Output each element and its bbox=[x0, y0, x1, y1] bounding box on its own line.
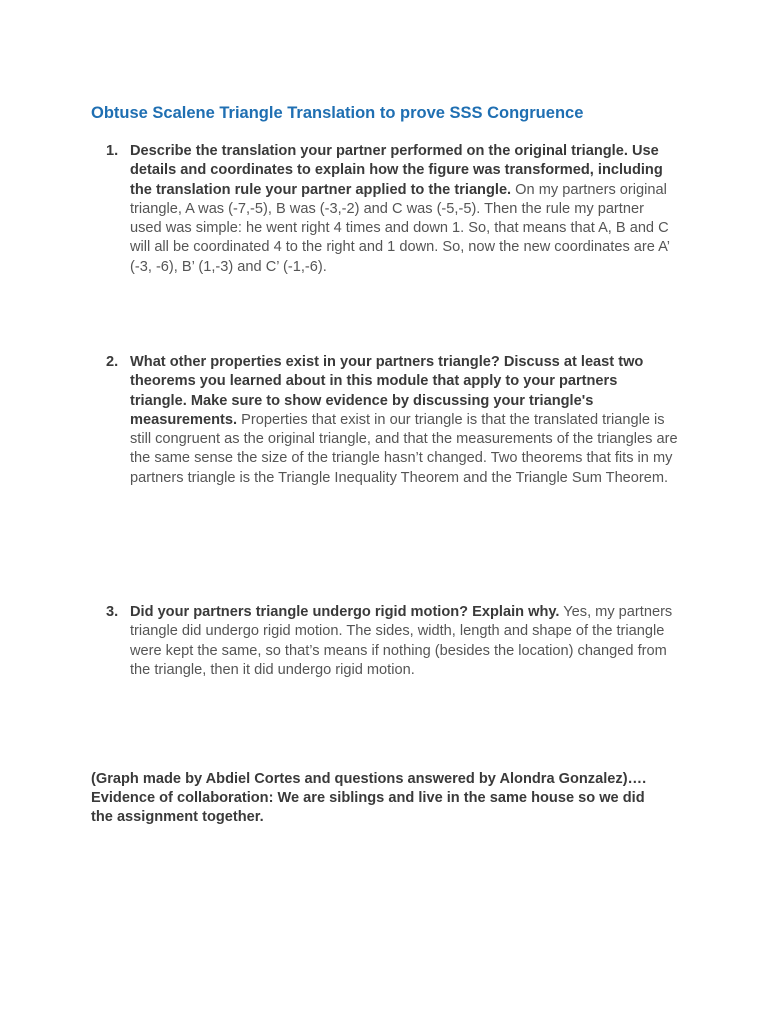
collaboration-note: (Graph made by Abdiel Cortes and questions answered by Alondra Gonzalez)…. Evidence of collaboration: We are siblings and live in the same house so we did the assignment together. bbox=[91, 770, 647, 826]
question-3-answer: Yes, my partners triangle did undergo rigid motion. The sides, width, length and shape of the triangle were kept the same, so that’s means if nothing (besides the location) changed from the triangle, then it did undergo rigid motion. bbox=[130, 604, 673, 678]
question-1-answer: On my partners original triangle, A was (-7,-5), B was (-3,-2) and C was (-5,-5). Then the rule my partner used was simple: he went right 4 times and down 1. So, that means that A, B and C will all be coordinated 4 to the right and 1 down. So, now the new coordinates are A’ (-3, -6), B’ (1,-3) and C’ (-1,-6). bbox=[130, 181, 670, 275]
question-3-number: 3. bbox=[106, 604, 119, 620]
question-3-prompt: Did your partners triangle undergo rigid motion? Explain why. bbox=[130, 604, 560, 620]
question-1-text bbox=[130, 142, 678, 277]
document-title: Obtuse Scalene Triangle Translation to prove SSS Congruence bbox=[91, 104, 584, 122]
question-3-text bbox=[130, 603, 678, 680]
question-2-text bbox=[130, 353, 678, 488]
question-2-answer: Properties that exist in our triangle is that the translated triangle is still congruent as the original triangle, and that the measurements of the triangles are the same sense the size of the triangle hasn’t changed. Two theorems that fits in my partners triangle is the Triangle Inequality Theorem and the Triangle Sum Theorem. bbox=[130, 411, 678, 486]
question-2-number: 2. bbox=[106, 354, 119, 370]
question-1 bbox=[106, 142, 678, 277]
question-3 bbox=[106, 603, 678, 680]
question-2-prompt: What other properties exist in your partners triangle? Discuss at least two theorems you learned about in this module that apply to your partners triangle. Make sure to show evidence by discussing your triangle's measurements. bbox=[130, 354, 644, 428]
question-1-prompt: Describe the translation your partner performed on the original triangle. Use details and coordinates to explain how the figure was transformed, including the translation rule your partner applied to the triangle. bbox=[130, 143, 663, 198]
question-2 bbox=[106, 353, 678, 488]
question-1-number: 1. bbox=[106, 143, 119, 159]
